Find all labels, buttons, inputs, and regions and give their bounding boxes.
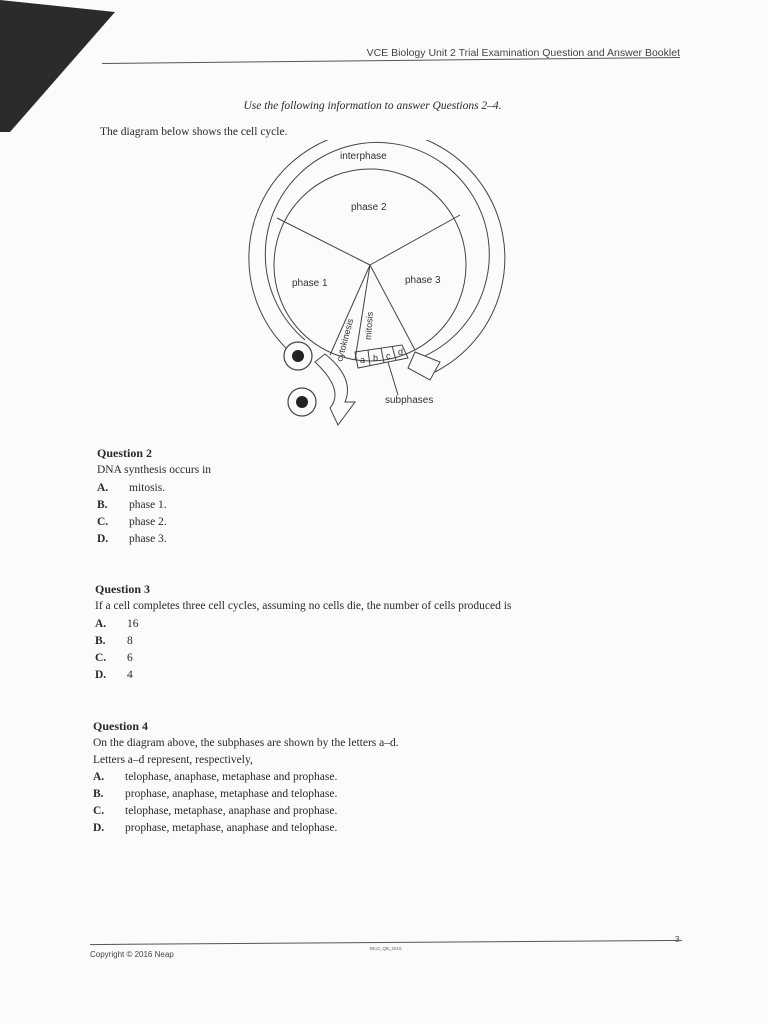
option-d[interactable]: D. 4	[95, 669, 133, 681]
interphase-arrowhead	[408, 352, 440, 380]
option-a[interactable]: A. 16	[95, 618, 139, 630]
option-c[interactable]: C. phase 2.	[97, 516, 167, 528]
question-title: Question 3	[95, 582, 151, 596]
question-stem: DNA synthesis occurs in	[97, 464, 212, 476]
label-phase1: phase 1	[292, 278, 328, 289]
label-sub-b: b	[373, 353, 379, 363]
question-stem: If a cell completes three cell cycles, assuming no cells die, the number of cells produced is	[95, 600, 512, 612]
option-b[interactable]: B. phase 1.	[97, 499, 167, 511]
label-sub-a: a	[360, 355, 366, 365]
option-c[interactable]: C. 6	[95, 652, 133, 664]
footer-rule	[90, 940, 682, 945]
corner-shadow	[0, 0, 120, 135]
option-a[interactable]: A. mitosis.	[97, 482, 166, 494]
option-d[interactable]: D. phase 3.	[97, 533, 167, 545]
question-3	[95, 582, 511, 681]
label-interphase: interphase	[340, 151, 387, 162]
label-cytokinesis: cytokinesis	[334, 317, 356, 363]
option-a[interactable]: A. telophase, anaphase, metaphase and prophase.	[93, 771, 338, 783]
footer-code: BIU2_QB_2016	[370, 946, 402, 951]
label-phase3: phase 3	[405, 275, 441, 286]
copyright: Copyright © 2016 Neap	[90, 950, 174, 959]
option-b[interactable]: B. 8	[95, 635, 133, 647]
question-2	[97, 446, 211, 545]
cell-cycle-diagram	[230, 140, 510, 440]
question-4	[93, 719, 399, 834]
question-title: Question 2	[97, 446, 153, 460]
question-title: Question 4	[93, 719, 149, 733]
page-header: VCE Biology Unit 2 Trial Examination Question and Answer Booklet	[366, 47, 680, 59]
option-c[interactable]: C. telophase, metaphase, anaphase and prophase.	[93, 805, 338, 817]
intro-text: The diagram below shows the cell cycle.	[100, 126, 288, 138]
instruction-text: Use the following information to answer Questions 2–4.	[243, 100, 502, 112]
split-arrow	[315, 354, 355, 425]
question-stem: On the diagram above, the subphases are shown by the letters a–d.	[93, 737, 399, 749]
question-stem-2: Letters a–d represent, respectively,	[93, 754, 253, 766]
label-mitosis: mitosis	[363, 311, 375, 341]
page-number: 3	[675, 935, 680, 944]
label-subphases: subphases	[385, 395, 434, 406]
interphase-arrow	[249, 140, 505, 372]
option-b[interactable]: B. prophase, anaphase, metaphase and telophase.	[93, 788, 338, 800]
label-sub-c: c	[386, 351, 391, 361]
label-sub-d: d	[398, 347, 404, 357]
option-d[interactable]: D. prophase, metaphase, anaphase and telophase.	[93, 822, 338, 834]
label-phase2: phase 2	[351, 202, 387, 213]
